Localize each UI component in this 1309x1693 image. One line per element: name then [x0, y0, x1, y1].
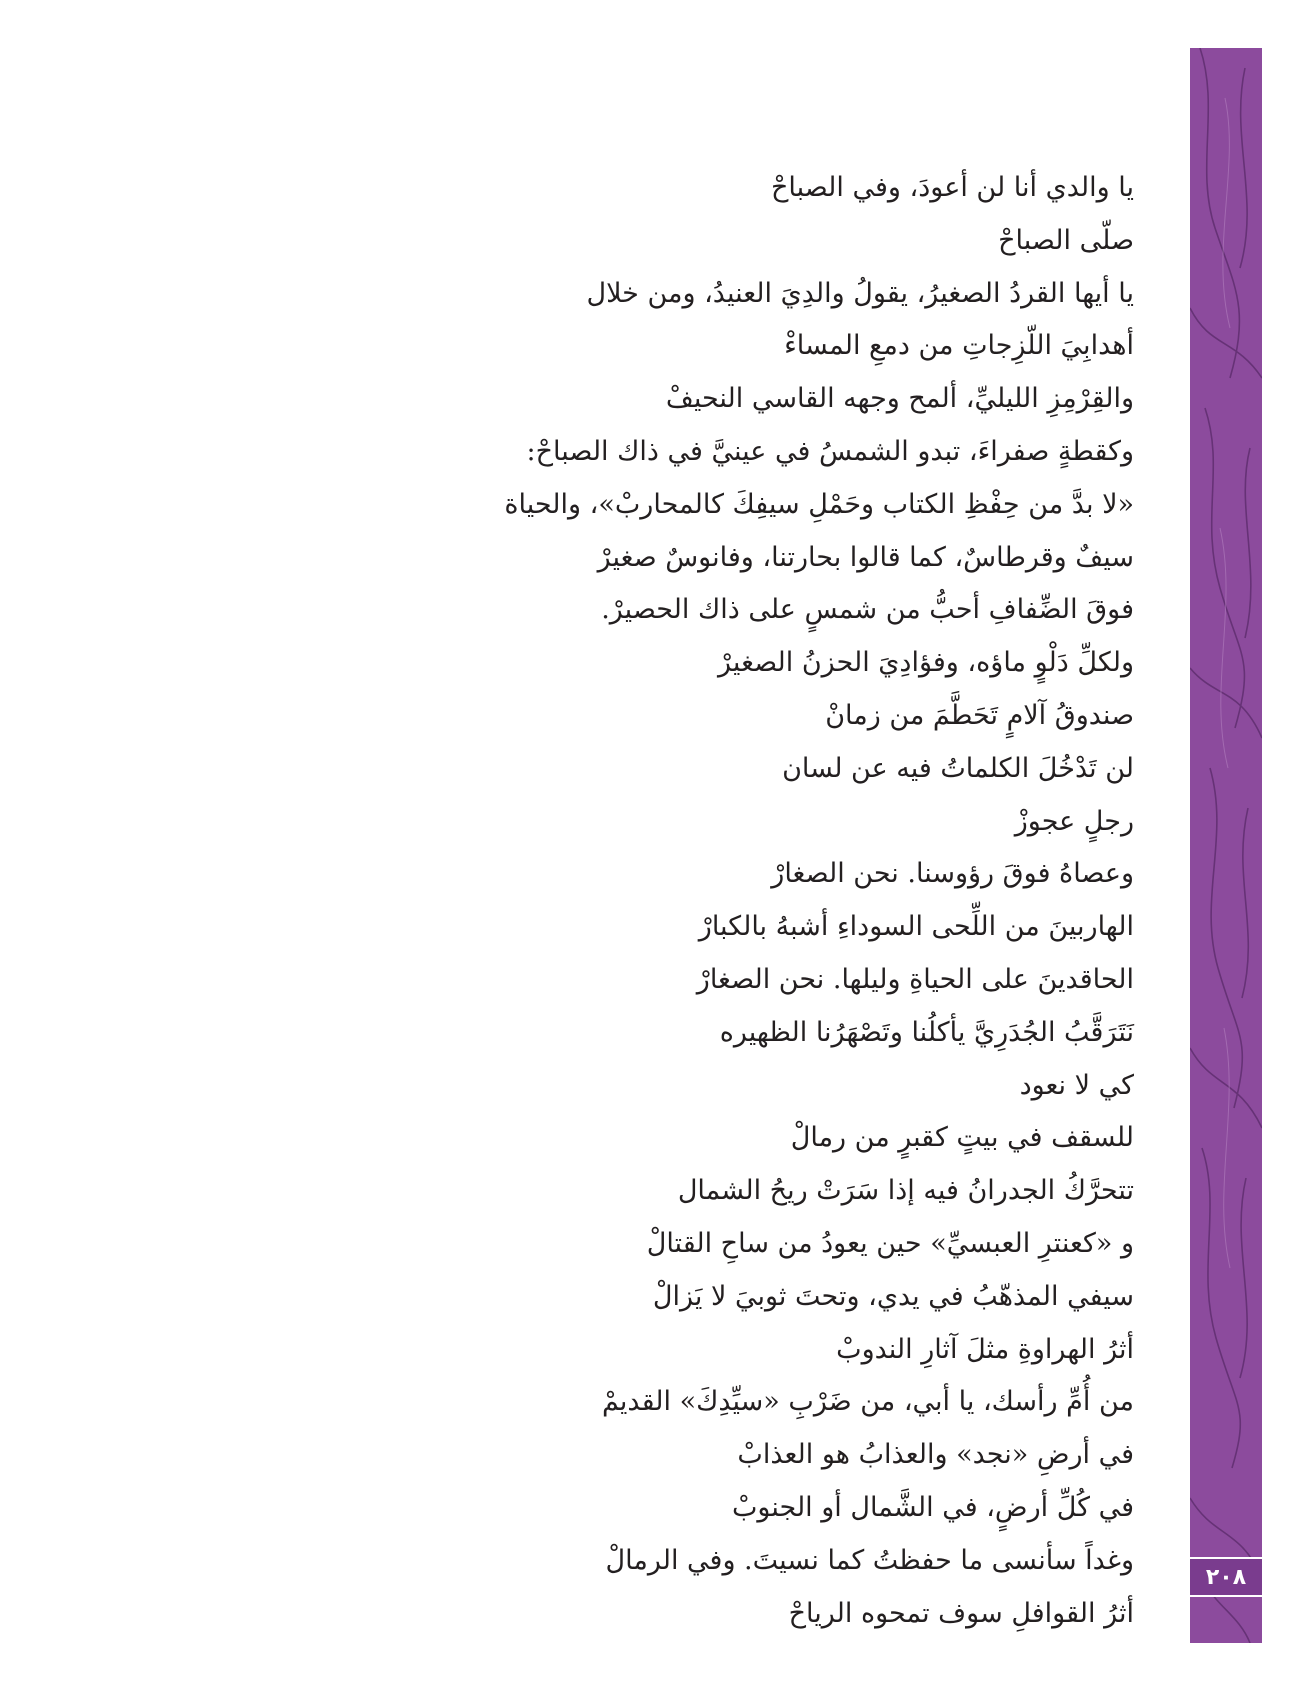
page-number-label: ٢٠٨ — [1205, 1564, 1247, 1590]
poem-text — [400, 162, 1134, 1640]
poem-line: نَتَرَقَّبُ الجُدَرِيَّ يأكلُنا وتَصْهَرُنا الظهيره — [719, 1016, 1134, 1048]
poem-line: من أُمِّ رأسك، يا أبي، من ضَرْبِ «سيِّدِكَ» القديمْ — [601, 1386, 1134, 1418]
poem-line: الهاربينَ من اللِّحى السوداءِ أشبهُ بالكبارْ — [698, 911, 1134, 943]
poem-line: صندوقُ آلامٍ تَحَطَّمَ من زمانْ — [825, 699, 1134, 731]
poem-line: سيفٌ وقرطاسٌ، كما قالوا بحارتنا، وفانوسٌ صغيرْ — [597, 541, 1134, 573]
poem-line: وغداً سأنسى ما حفظتُ كما نسيتَ. وفي الرمالْ — [605, 1544, 1134, 1576]
poem-line: وكقطةٍ صفراءَ، تبدو الشمسُ في عينيَّ في ذاك الصباحْ: — [526, 435, 1134, 467]
page-number — [1190, 1557, 1262, 1597]
poem-line: رجلٍ عجوزْ — [1014, 805, 1134, 837]
poem-line: يا والدي أنا لن أعودَ، وفي الصباحْ — [770, 172, 1134, 203]
poem-line: فوقَ الضِّفافِ أحبُّ من شمسٍ على ذاك الحصيرْ. — [601, 594, 1134, 626]
poem-line: تتحرَّكُ الجدرانُ فيه إذا سَرَتْ ريحُ الشمال — [677, 1175, 1134, 1207]
poem-line: وعصاهُ فوقَ رؤوسنا. نحن الصغارْ — [771, 858, 1134, 890]
poem-line: و «كعنترِ العبسيِّ» حين يعودُ من ساحِ القتالْ — [646, 1227, 1134, 1259]
poem-line: والقِرْمِزِ الليليِّ، ألمح وجهه القاسي النحيفْ — [665, 383, 1134, 415]
poem-line: يا أيها القردُ الصغيرُ، يقولُ والدِيَ العنيدُ، ومن خلال — [586, 277, 1134, 309]
poem-line: للسقف في بيتٍ كقبرٍ من رمالْ — [790, 1122, 1134, 1154]
poem-line: في كُلِّ أرضٍ، في الشَّمال أو الجنوبْ — [732, 1491, 1134, 1523]
poem-line: ولكلِّ دَلْوٍ ماؤه، وفؤادِيَ الحزنُ الصغيرْ — [718, 647, 1134, 679]
side-band-pattern — [1190, 48, 1262, 1643]
poem-line: لن تَدْخُلَ الكلماتُ فيه عن لسان — [782, 752, 1134, 784]
poem-line: أثرُ الهراوةِ مثلَ آثارِ الندوبْ — [836, 1333, 1134, 1365]
poem-line: كي لا نعود — [1019, 1069, 1134, 1101]
poem-line: في أرضِ «نجد» والعذابُ هو العذابْ — [737, 1439, 1134, 1471]
poem-line: صلّى الصباحْ — [998, 224, 1134, 256]
decorative-side-band — [1190, 48, 1262, 1643]
poem-line: أثرُ القوافلِ سوف تمحوه الرياحْ — [788, 1597, 1134, 1629]
poem-line: سيفي المذهّبُ في يدي، وتحتَ ثوبيَ لا يَزالْ — [652, 1280, 1134, 1312]
poem-line: أهدابِيَ اللّزِجاتِ من دمعِ المساءْ — [784, 330, 1134, 362]
poem-line: «لا بدَّ من حِفْظِ الكتاب وحَمْلِ سيفِكَ كالمحاربْ»، والحياة — [504, 488, 1134, 520]
poem-line: الحاقدينَ على الحياةِ وليلها. نحن الصغارْ — [696, 963, 1134, 995]
